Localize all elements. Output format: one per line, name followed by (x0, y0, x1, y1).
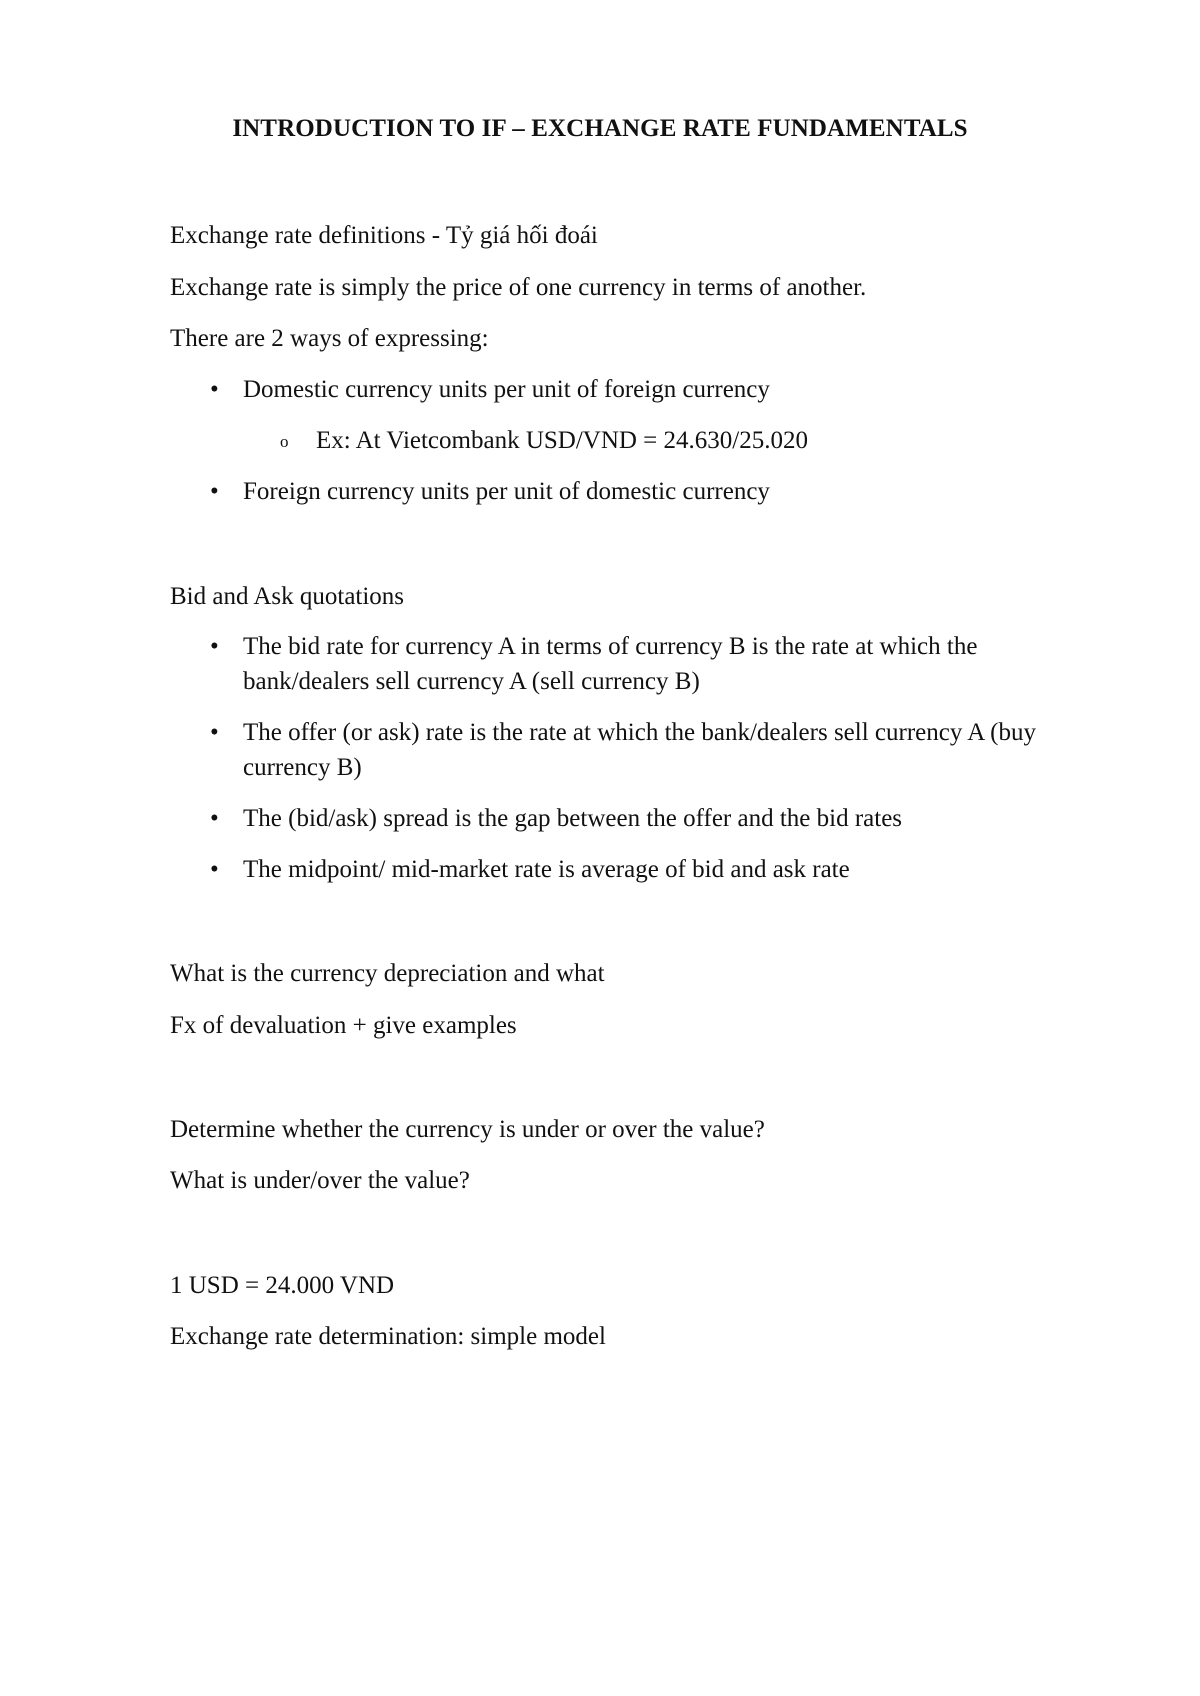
list-item (210, 852, 1103, 887)
list-item-text: Domestic currency units per unit of foreign currency (243, 376, 770, 403)
bullet-icon: • (210, 805, 219, 832)
devaluation-note: Fx of devaluation + give examples (170, 1012, 517, 1039)
exchange-rate-definition: Exchange rate is simply the price of one currency in terms of another. (170, 274, 867, 301)
bullet-icon: • (210, 633, 219, 660)
bullet-icon: • (210, 376, 219, 403)
bullet-icon: • (210, 856, 219, 883)
list-item (210, 474, 1103, 509)
sub-list-item-text: Ex: At Vietcombank USD/VND = 24.630/25.020 (316, 427, 808, 454)
example-rate: 1 USD = 24.000 VND (170, 1272, 395, 1299)
sub-list-item (280, 423, 808, 458)
list-item-text: The bid rate for currency A in terms of currency B is the rate at which the bank/dealers sell currency A (sell currency B) (243, 633, 978, 695)
list-item (210, 801, 1103, 836)
sub-bullet-icon: o (280, 432, 289, 451)
section-heading-bid-ask: Bid and Ask quotations (170, 583, 405, 610)
document-title: INTRODUCTION TO IF – EXCHANGE RATE FUNDAMENTALS (232, 115, 968, 142)
list-item (210, 715, 1103, 785)
determination-model: Exchange rate determination: simple model (170, 1323, 606, 1350)
expressing-intro: There are 2 ways of expressing: (170, 325, 489, 352)
under-over-question: What is under/over the value? (170, 1167, 470, 1194)
list-item (210, 629, 1103, 699)
list-item-text: The midpoint/ mid-market rate is average of bid and ask rate (243, 856, 850, 883)
bullet-icon: • (210, 478, 219, 505)
bullet-icon: • (210, 719, 219, 746)
valuation-question: Determine whether the currency is under or over the value? (170, 1116, 765, 1143)
list-item-text: The (bid/ask) spread is the gap between the offer and the bid rates (243, 805, 903, 832)
depreciation-question: What is the currency depreciation and what (170, 960, 605, 987)
list-item-text: The offer (or ask) rate is the rate at which the bank/dealers sell currency A (buy currency B) (243, 719, 1036, 781)
list-item-text: Foreign currency units per unit of domestic currency (243, 478, 770, 505)
section-heading-exchange-rate-definitions: Exchange rate definitions - Tỷ giá hối đoái (170, 222, 598, 249)
list-item (210, 372, 1103, 407)
